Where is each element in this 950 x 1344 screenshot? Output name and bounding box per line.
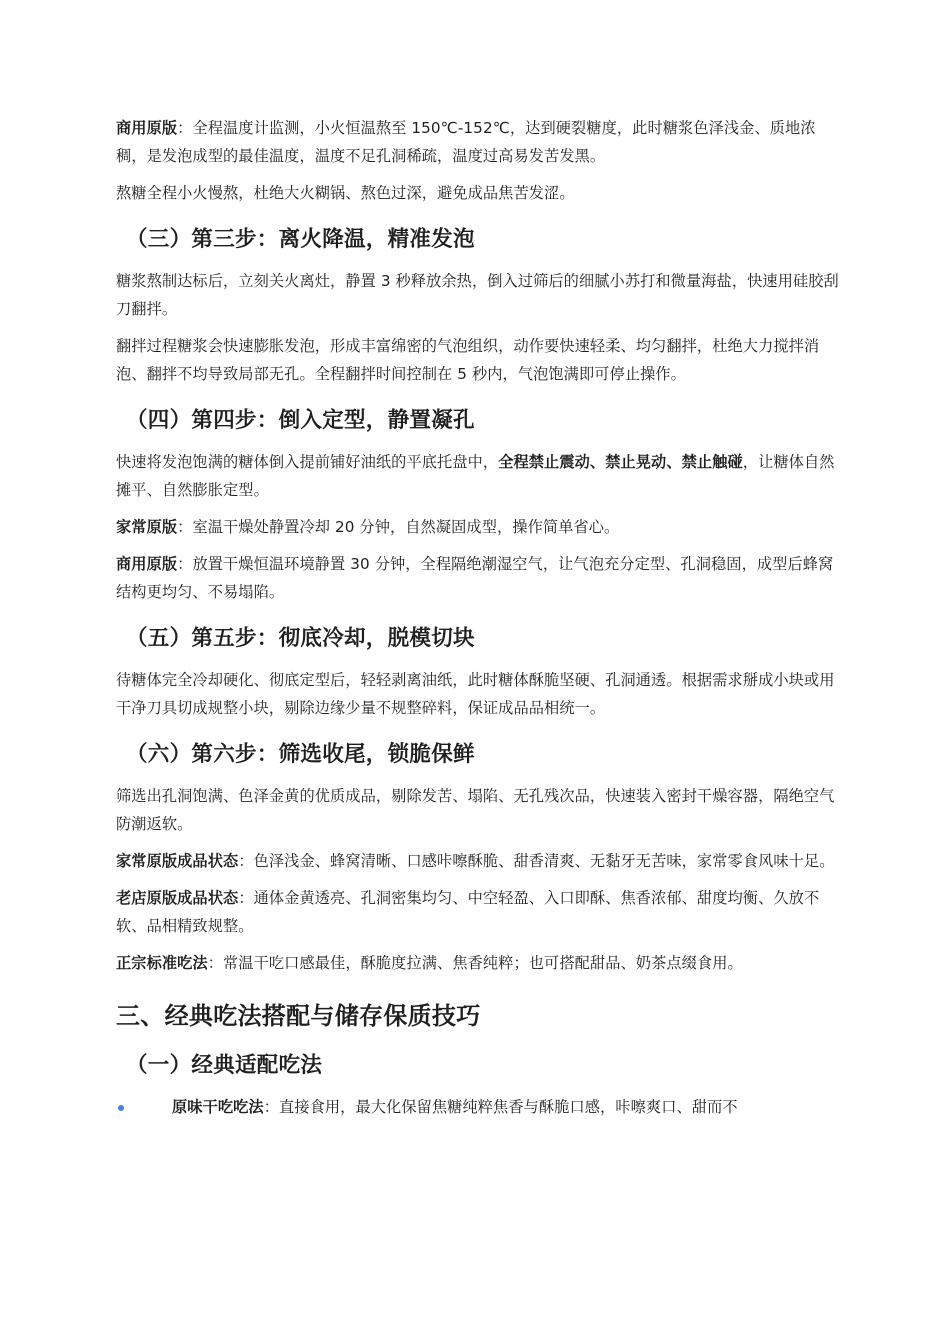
paragraph-text: ，让糖体自然摊平、自然膨胀定型。 bbox=[116, 453, 835, 499]
paragraph bbox=[116, 513, 846, 541]
document-page bbox=[116, 114, 846, 1130]
paragraph bbox=[116, 267, 846, 323]
section-heading: 三、经典吃法搭配与储存保质技巧 bbox=[116, 1002, 481, 1030]
bullet-icon bbox=[118, 1105, 124, 1111]
paragraph-text: 糖浆熬制达标后，立刻关火离灶，静置 3 秒释放余热，倒入过筛后的细腻小苏打和微量海盐，快速用硅胶刮刀翻拌。 bbox=[116, 272, 839, 318]
paragraph-text: ：直接食用，最大化保留焦糖纯粹焦香与酥脆口感，咔嚓爽口、甜而不 bbox=[263, 1098, 738, 1116]
paragraph-label: 商用原版 bbox=[116, 555, 178, 573]
subsection-heading: （四）第四步：倒入定型，静置凝孔 bbox=[126, 408, 475, 433]
paragraph bbox=[116, 448, 846, 504]
paragraph-text: ：全程温度计监测，小火恒温熬至 150℃-152℃，达到硬裂糖度，此时糖浆色泽浅金、质地浓稠，是发泡成型的最佳温度，温度不足孔洞稀疏，温度过高易发苦发黑。 bbox=[116, 119, 816, 165]
paragraph-text: ：放置干燥恒温环境静置 30 分钟，全程隔绝潮湿空气，让气泡充分定型、孔洞稳固，成型后蜂窝结构更均匀、不易塌陷。 bbox=[116, 555, 834, 601]
paragraph bbox=[116, 782, 846, 838]
paragraph bbox=[116, 179, 846, 207]
paragraph-text: 熬糖全程小火慢熬，杜绝大火糊锅、熬色过深，避免成品焦苦发涩。 bbox=[116, 184, 575, 202]
paragraph-label: 正宗标准吃法 bbox=[116, 954, 208, 972]
paragraph-text: 筛选出孔洞饱满、色泽金黄的优质成品，剔除发苦、塌陷、无孔残次品，快速装入密封干燥容器，隔绝空气防潮返软。 bbox=[116, 787, 835, 833]
paragraph bbox=[116, 550, 846, 606]
paragraph-label: 老店原版成品状态 bbox=[116, 889, 239, 907]
subsection-heading: （五）第五步：彻底冷却，脱模切块 bbox=[126, 626, 475, 651]
subsection-heading: （六）第六步：筛选收尾，锁脆保鲜 bbox=[126, 742, 475, 767]
paragraph-text: ：通体金黄透亮、孔洞密集均匀、中空轻盈、入口即酥、焦香浓郁、甜度均衡、久放不软、品相精致规整。 bbox=[116, 889, 820, 935]
paragraph-text: 快速将发泡饱满的糖体倒入提前铺好油纸的平底托盘中， bbox=[116, 453, 499, 471]
subsection-heading: （三）第三步：离火降温，精准发泡 bbox=[126, 227, 475, 252]
paragraph bbox=[116, 332, 846, 388]
paragraph-text: ：室温干燥处静置冷却 20 分钟，自然凝固成型，操作简单省心。 bbox=[177, 518, 620, 536]
subsection-heading: （一）经典适配吃法 bbox=[126, 1053, 323, 1078]
paragraph-text: ：色泽浅金、蜂窝清晰、口感咔嚓酥脆、甜香清爽、无黏牙无苦味，家常零食风味十足。 bbox=[238, 852, 835, 870]
emphasis-text: 全程禁止震动、禁止晃动、禁止触碰 bbox=[498, 453, 743, 471]
paragraph-text: ：常温干吃口感最佳，酥脆度拉满、焦香纯粹；也可搭配甜品、奶茶点缀食用。 bbox=[207, 954, 743, 972]
paragraph bbox=[116, 949, 846, 977]
paragraph bbox=[116, 847, 846, 875]
paragraph-label: 原味干吃吃法 bbox=[172, 1098, 264, 1116]
paragraph-text: 翻拌过程糖浆会快速膨胀发泡，形成丰富绵密的气泡组织，动作要快速轻柔、均匀翻拌，杜绝大力搅拌消泡、翻拌不均导致局部无孔。全程翻拌时间控制在 5 秒内，气泡饱满即可停止操作。 bbox=[116, 337, 820, 383]
paragraph-label: 家常原版 bbox=[116, 518, 178, 536]
list-item bbox=[116, 1093, 846, 1121]
paragraph-text: 待糖体完全冷却硬化、彻底定型后，轻轻剥离油纸，此时糖体酥脆坚硬、孔洞通透。根据需求掰成小块或用干净刀具切成规整小块，剔除边缘少量不规整碎料，保证成品品相统一。 bbox=[116, 671, 835, 717]
paragraph-label: 家常原版成品状态 bbox=[116, 852, 239, 870]
paragraph bbox=[116, 884, 846, 940]
paragraph bbox=[116, 114, 846, 170]
paragraph-label: 商用原版 bbox=[116, 119, 178, 137]
paragraph bbox=[116, 666, 846, 722]
